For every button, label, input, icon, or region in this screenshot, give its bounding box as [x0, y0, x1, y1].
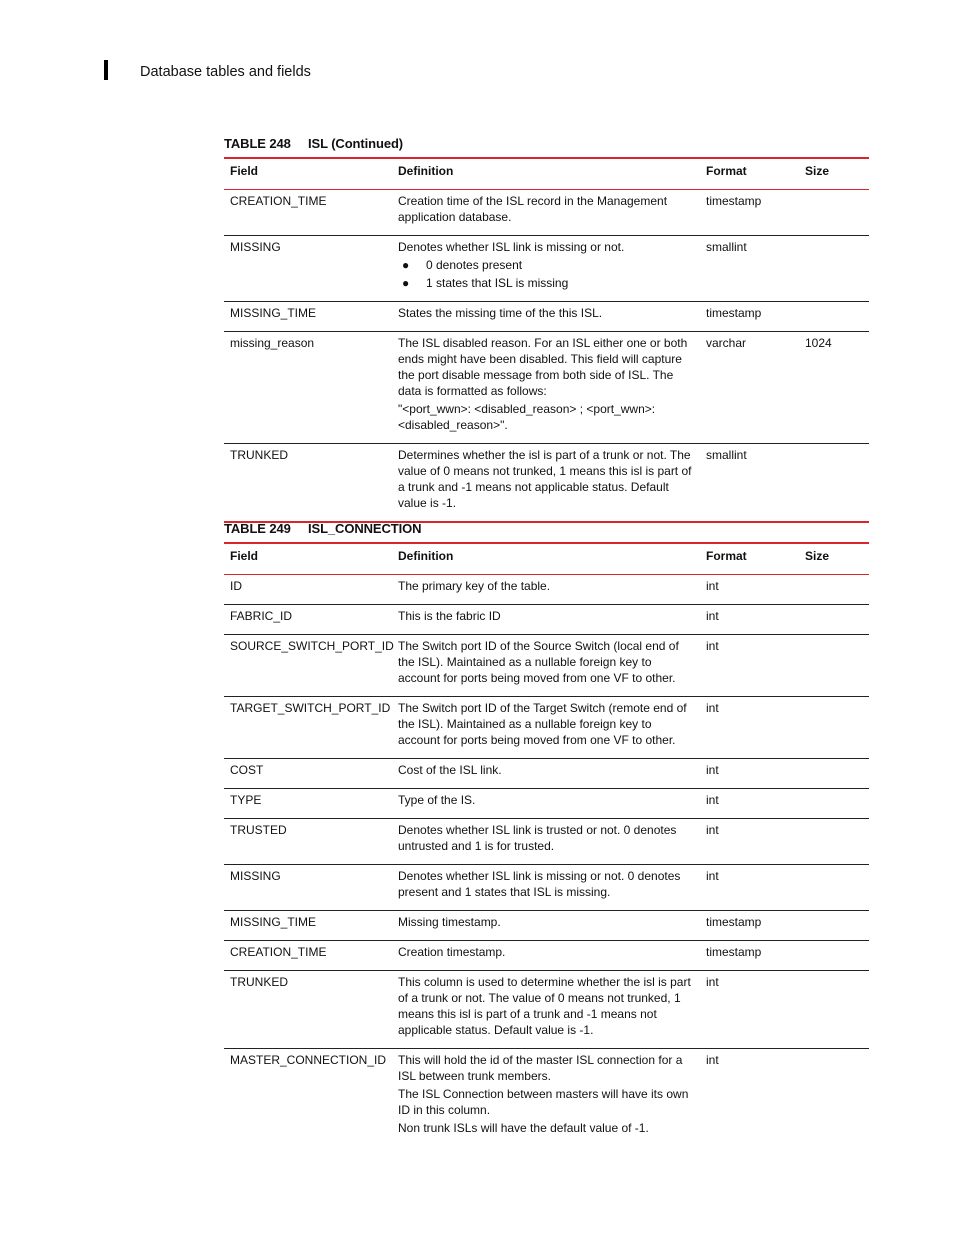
format-cell: smallint [700, 444, 799, 523]
size-cell [799, 605, 869, 635]
column-header-format: Format [700, 543, 799, 575]
table-row [224, 575, 869, 605]
field-cell: MISSING_TIME [224, 911, 392, 941]
definition-cell [392, 759, 700, 789]
format-cell: timestamp [700, 302, 799, 332]
table-row [224, 819, 869, 865]
size-cell [799, 190, 869, 236]
field-cell: COST [224, 759, 392, 789]
definition-cell [392, 575, 700, 605]
size-cell [799, 1049, 869, 1147]
format-cell: smallint [700, 236, 799, 302]
bullet-text: 0 denotes present [426, 258, 523, 272]
table-row [224, 759, 869, 789]
field-cell: MISSING [224, 236, 392, 302]
size-cell [799, 911, 869, 941]
definition-cell [392, 302, 700, 332]
page-header-title: Database tables and fields [140, 64, 311, 80]
table-title: ISL (Continued) [308, 136, 404, 151]
table-row [224, 789, 869, 819]
isl-connection-table [224, 542, 869, 1146]
table-row [224, 236, 869, 302]
definition-cell [392, 941, 700, 971]
definition-cell [392, 971, 700, 1049]
table-row [224, 444, 869, 523]
definition-cell [392, 1049, 700, 1147]
definition-cell [392, 190, 700, 236]
format-cell: int [700, 759, 799, 789]
definition-paragraph: The ISL Connection between masters will have its own ID in this column. [398, 1087, 689, 1117]
format-cell: int [700, 575, 799, 605]
definition-cell [392, 865, 700, 911]
format-cell: varchar [700, 332, 799, 444]
bullet-item [398, 257, 694, 273]
field-cell: SOURCE_SWITCH_PORT_ID [224, 635, 392, 697]
bullet-item [398, 275, 694, 291]
size-cell [799, 789, 869, 819]
page-margin-bar [104, 60, 108, 80]
size-cell [799, 444, 869, 523]
definition-paragraph: The Switch port ID of the Source Switch (local end of the ISL). Maintained as a nullable foreign key to account for ports being moved from one VF to other. [398, 639, 679, 685]
definition-paragraph: Determines whether the isl is part of a trunk or not. The value of 0 means not trunked, 1 means this isl is part of a trunk and -1 means not applicable status. Default value is -1. [398, 448, 692, 510]
format-cell: int [700, 819, 799, 865]
format-cell: timestamp [700, 911, 799, 941]
format-cell: int [700, 789, 799, 819]
definition-paragraph: Cost of the ISL link. [398, 763, 502, 777]
field-cell: CREATION_TIME [224, 190, 392, 236]
definition-paragraph: "<port_wwn>: <disabled_reason> ; <port_wwn>: <disabled_reason>". [398, 402, 656, 432]
column-header-definition: Definition [392, 158, 700, 190]
format-cell: int [700, 971, 799, 1049]
definition-cell [392, 789, 700, 819]
size-cell [799, 697, 869, 759]
table-row [224, 190, 869, 236]
size-cell [799, 865, 869, 911]
table-row [224, 865, 869, 911]
size-cell: 1024 [799, 332, 869, 444]
definition-paragraph: Type of the IS. [398, 793, 476, 807]
field-cell: MISSING [224, 865, 392, 911]
table-row [224, 911, 869, 941]
column-header-format: Format [700, 158, 799, 190]
format-cell: int [700, 865, 799, 911]
definition-paragraph: This column is used to determine whether the isl is part of a trunk or not. The value of 0 means not trunked, 1 means this isl is part of a trunk and -1 means not applicable status. Default value is -1. [398, 975, 691, 1037]
definition-paragraph: This is the fabric ID [398, 609, 501, 623]
column-header-definition: Definition [392, 543, 700, 575]
column-header-size: Size [799, 158, 869, 190]
size-cell [799, 236, 869, 302]
table-row [224, 302, 869, 332]
definition-paragraph: States the missing time of the this ISL. [398, 306, 603, 320]
column-header-field: Field [224, 543, 392, 575]
format-cell: int [700, 697, 799, 759]
size-cell [799, 759, 869, 789]
format-cell: timestamp [700, 190, 799, 236]
field-cell: TRUSTED [224, 819, 392, 865]
isl-table [224, 157, 869, 523]
field-cell: TRUNKED [224, 444, 392, 523]
size-cell [799, 302, 869, 332]
definition-cell [392, 911, 700, 941]
definition-paragraph: Non trunk ISLs will have the default value of -1. [398, 1121, 649, 1135]
format-cell: int [700, 635, 799, 697]
format-cell: int [706, 1053, 719, 1067]
field-cell: FABRIC_ID [224, 605, 392, 635]
field-cell: TRUNKED [224, 971, 392, 1049]
definition-paragraph: Creation timestamp. [398, 945, 506, 959]
field-cell: MASTER_CONNECTION_ID [230, 1053, 387, 1067]
field-cell: ID [224, 575, 392, 605]
table-row [224, 971, 869, 1049]
definition-cell [392, 444, 700, 523]
definition-paragraph: The ISL disabled reason. For an ISL either one or both ends might have been disabled. This field will capture the port disable message from both side of ISL. The data is formatted as follows: [398, 336, 688, 398]
column-header-field: Field [224, 158, 392, 190]
field-cell: TARGET_SWITCH_PORT_ID [224, 697, 392, 759]
size-cell [799, 575, 869, 605]
format-cell: int [700, 605, 799, 635]
definition-paragraph: This will hold the id of the master ISL connection for a ISL between trunk members. [398, 1053, 683, 1083]
definition-cell [392, 605, 700, 635]
field-cell: missing_reason [224, 332, 392, 444]
field-cell: TYPE [224, 789, 392, 819]
column-header-size: Size [799, 543, 869, 575]
bullet-list [398, 257, 694, 291]
format-cell: timestamp [700, 941, 799, 971]
table-row [224, 697, 869, 759]
definition-paragraph: The primary key of the table. [398, 579, 551, 593]
definition-paragraph: Denotes whether ISL link is missing or not. [398, 240, 625, 254]
table-249-caption [224, 521, 421, 536]
table-row [224, 605, 869, 635]
definition-cell [392, 635, 700, 697]
table-title: ISL_CONNECTION [308, 521, 422, 536]
definition-paragraph: Denotes whether ISL link is trusted or not. 0 denotes untrusted and 1 is for trusted. [398, 823, 677, 853]
bullet-text: 1 states that ISL is missing [426, 276, 569, 290]
field-cell: MISSING_TIME [224, 302, 392, 332]
definition-paragraph: The Switch port ID of the Target Switch (remote end of the ISL). Maintained as a nullable foreign key to account for ports being moved from one VF to other. [398, 701, 687, 747]
definition-paragraph: Denotes whether ISL link is missing or not. 0 denotes present and 1 states that ISL is missing. [398, 869, 681, 899]
table-number: TABLE 249 [224, 521, 291, 536]
table-header-row [224, 543, 869, 575]
size-cell [799, 941, 869, 971]
table-row [224, 332, 869, 444]
definition-paragraph: Creation time of the ISL record in the Management application database. [398, 194, 668, 224]
field-cell: CREATION_TIME [224, 941, 392, 971]
table-number: TABLE 248 [224, 136, 291, 151]
table-248-caption [224, 136, 403, 151]
definition-paragraph: Missing timestamp. [398, 915, 501, 929]
definition-cell [392, 332, 700, 444]
bullet-icon: ● [402, 258, 410, 272]
definition-cell [392, 819, 700, 865]
size-cell [799, 971, 869, 1049]
definition-cell [392, 236, 700, 302]
table-row [224, 941, 869, 971]
bullet-icon: ● [402, 276, 410, 290]
size-cell [799, 635, 869, 697]
definition-cell [392, 697, 700, 759]
table-row [224, 635, 869, 697]
table-header-row [224, 158, 869, 190]
size-cell [799, 819, 869, 865]
table-row [224, 1049, 869, 1147]
